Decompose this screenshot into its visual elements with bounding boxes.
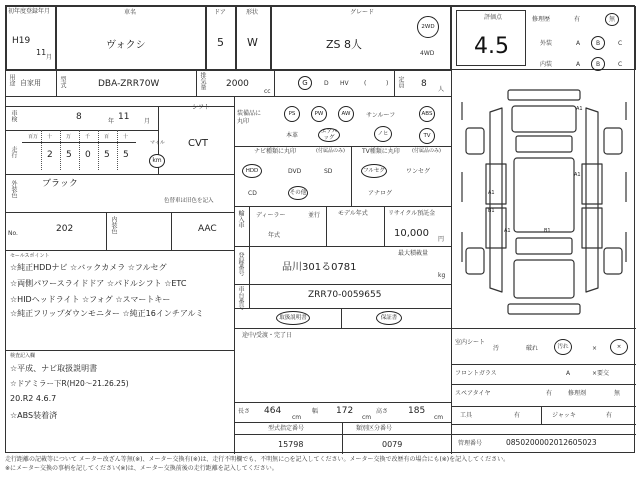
exterior-selected-circle xyxy=(591,36,605,50)
first-reg-value: H19 xyxy=(12,36,31,46)
height-unit: cm xyxy=(434,414,444,421)
length-unit: cm xyxy=(292,414,302,421)
fuel-g-circle: G xyxy=(298,76,312,90)
year-label: 年式 xyxy=(268,232,281,239)
diagram-front-bumper xyxy=(508,90,580,100)
disp-value: 2000 xyxy=(226,79,249,89)
mileage-unit-header: 十 xyxy=(123,134,129,140)
color-no-label: No. xyxy=(8,230,18,237)
mileage-grid xyxy=(22,130,156,170)
spare-label: スペアタイヤ xyxy=(455,390,491,397)
mileage-divider xyxy=(79,130,80,170)
color-no-value: 202 xyxy=(56,224,74,234)
width-unit: cm xyxy=(362,414,372,421)
interior-opt-c: C xyxy=(618,61,623,68)
sales-title: セールスポイント xyxy=(10,253,50,259)
import-label: 輸入車 xyxy=(237,210,244,228)
seat-opt-5: × xyxy=(610,339,628,355)
ref-line-4: ☆ABS装着済 xyxy=(10,411,58,420)
equip-leather: 本革 xyxy=(286,132,299,139)
recycle-value: 10,000 xyxy=(394,228,429,239)
mileage-digit: 5 xyxy=(104,150,110,160)
mileage-divider xyxy=(60,130,61,170)
first-reg-month: 11 xyxy=(36,48,47,57)
mileage-digit: 2 xyxy=(47,150,53,160)
mileage-divider xyxy=(117,130,118,170)
spare-opt-1: 有 xyxy=(546,390,553,397)
grade-label: グレード xyxy=(350,9,375,16)
model-value: DBA-ZRR70W xyxy=(98,79,160,89)
car-name-label: 車名 xyxy=(124,9,137,16)
repair-label: 修理歴 xyxy=(532,16,551,23)
purpose-value: 自家用 xyxy=(20,79,41,87)
length-value: 464 xyxy=(264,406,282,416)
equip-sunroof: サンルーフ xyxy=(366,112,396,119)
int-color-label: 内装色 xyxy=(110,216,117,234)
model-label: 型式 xyxy=(59,76,66,88)
seat-opt-3: 汚れ xyxy=(554,339,572,355)
equip-tv: TV xyxy=(419,128,435,144)
tv-fullseg: フルセグ xyxy=(361,164,387,178)
mileage-unit-km-circle: km xyxy=(149,154,165,168)
manage-value: 0850200002012605023 xyxy=(506,438,597,447)
capacity-value: 8 xyxy=(421,79,427,89)
footer-line-2: ※にメーター交換の事柄を記してください(※)は、メーター交換前後の走行距離を記入してください。 xyxy=(5,465,278,472)
reference-title: 検査記入欄 xyxy=(10,353,36,359)
glass-label: フロントガラス xyxy=(455,370,497,377)
warranty-circle: 保証書 xyxy=(376,311,402,325)
diagram-left-side xyxy=(490,108,502,292)
diagram-mark-2: A1 xyxy=(488,190,495,196)
exterior-label: 外装 xyxy=(540,40,553,47)
recycle-unit: 円 xyxy=(438,236,445,243)
tv-type-label: TV種類に丸印 xyxy=(362,148,400,155)
glass-opt-1: A xyxy=(566,370,571,377)
length-label: 長さ xyxy=(238,408,251,415)
glass-opt-2: ×要交 xyxy=(592,370,610,377)
shape-value: W xyxy=(247,36,258,49)
fuel-paren-close: ) xyxy=(386,80,389,87)
first-reg-month-unit: 月 xyxy=(46,54,53,61)
equip-abs: ABS xyxy=(419,106,435,122)
diagram-left-front-door xyxy=(486,164,506,204)
drive-4wd-label: 4WD xyxy=(420,50,435,57)
inspection-year: 8 xyxy=(76,112,82,122)
mileage-digit: 0 xyxy=(85,150,91,160)
disp-label: 排気量 xyxy=(199,72,206,90)
repair-selected-circle xyxy=(605,13,619,26)
color-note: 色替車は旧色を記入 xyxy=(164,198,214,204)
chassis-value: ZRR70-0059655 xyxy=(308,290,382,300)
shift-label: シフト xyxy=(192,104,211,111)
first-reg-label: 初年度登録年月 xyxy=(8,8,51,15)
manage-label: 管理番号 xyxy=(458,440,483,447)
nav-type-label: ナビ種類に丸印 xyxy=(254,148,297,155)
diagram-mark-1: A1 xyxy=(576,106,583,112)
purpose-label: 用途 xyxy=(8,74,15,86)
equip-pw: PW xyxy=(311,106,327,122)
mileage-unit-header: 百 xyxy=(104,134,110,140)
parallel-label: 並行 xyxy=(308,212,321,219)
type-no-value: 15798 xyxy=(278,440,304,449)
mileage-digit: 5 xyxy=(66,150,72,160)
plate-label: 登録番号 xyxy=(237,252,244,276)
mileage-header-line xyxy=(22,142,136,143)
tv-oneseg: ワンセグ xyxy=(406,168,431,175)
mileage-unit-header: 万 xyxy=(66,134,72,140)
interior-opt-a: A xyxy=(576,61,581,68)
tool-opt-1: 有 xyxy=(514,412,521,419)
drive-2wd-circle: 2WD xyxy=(417,16,439,38)
diagram-left-rear-wheel xyxy=(466,248,484,274)
height-label: 高さ xyxy=(376,408,389,415)
manual-circle: 取扱説明書 xyxy=(276,311,310,325)
width-value: 172 xyxy=(336,406,354,416)
diagram-left-front-wheel xyxy=(466,128,484,154)
chassis-label: 車台番号 xyxy=(237,286,244,310)
ref-line-1: ☆平成、ナビ取扱説明書 xyxy=(10,364,98,373)
diagram-mark-3: A1 xyxy=(574,172,581,178)
diagram-roof xyxy=(514,158,574,232)
recycle-label: リサイクル預託金 xyxy=(388,210,436,217)
inspection-month: 11 xyxy=(118,112,130,122)
repair-opt-yes: 有 xyxy=(574,16,581,23)
int-color-value: AAC xyxy=(198,224,217,234)
jack-label: ジャッキ xyxy=(552,412,576,419)
diagram-right-front-wheel xyxy=(604,128,622,154)
grade-value: ZS 8人 xyxy=(326,38,363,51)
mileage-unit-alt: マイル xyxy=(150,140,165,146)
mileage-digit: 5 xyxy=(123,150,129,160)
origin-label: 途中/受渡・完了日 xyxy=(242,332,293,339)
diagram-mark-5: B1 xyxy=(488,208,495,214)
tool-label: 工具 xyxy=(460,412,473,419)
score-label: 評価点 xyxy=(484,14,503,21)
nav-type-note: (付属品のみ) xyxy=(316,148,345,154)
inspection-month-unit: 月 xyxy=(144,118,151,125)
color-label: 外装色 xyxy=(10,180,17,198)
nav-sd: SD xyxy=(324,168,333,175)
max-load-unit: kg xyxy=(438,272,446,279)
diagram-right-rear-wheel xyxy=(604,248,622,274)
class-no-value: 0079 xyxy=(382,440,403,449)
capacity-unit: 人 xyxy=(438,86,445,93)
color-value: ブラック xyxy=(42,179,78,189)
inspection-label: 車検 xyxy=(10,110,17,122)
height-value: 185 xyxy=(408,406,426,416)
jack-opt-1: 有 xyxy=(606,412,613,419)
shape-label: 形状 xyxy=(246,9,259,16)
seat-opt-4: × xyxy=(592,345,598,352)
seat-label: 室内シート xyxy=(455,339,486,346)
dealer-label: ディーラー xyxy=(256,212,286,219)
diagram-left-rear-door xyxy=(486,208,506,248)
equip-ps: PS xyxy=(284,106,300,122)
nav-hdd: HDD xyxy=(242,164,262,178)
equip-airbag: エアバッグ xyxy=(318,128,340,142)
exterior-opt-b: B xyxy=(596,40,601,47)
mileage-unit-header: 百万 xyxy=(28,134,39,140)
fuel-d: D xyxy=(324,80,329,87)
repair-opt-no: 無 xyxy=(609,16,616,23)
sales-line-1: ☆純正HDDナビ ☆バックカメラ ☆フルセグ xyxy=(10,263,167,272)
footer-notes xyxy=(5,455,635,473)
footer-line-1: 走行距離の記載等について メーター改ざん等無(※)、メーター交換有(※)は、走行不明欄でも、不明無に○を記入してください。メーター交換で改歴有の場合にも(※)を記入してください。 xyxy=(5,456,510,463)
inspection-year-unit: 年 xyxy=(108,118,115,125)
fuel-hv: HV xyxy=(340,80,349,87)
year-model-label: モデル年式 xyxy=(338,210,368,217)
capacity-label: 定員 xyxy=(397,76,404,88)
doors-value: 5 xyxy=(217,36,224,49)
equipment-label: 装備品に丸印 xyxy=(237,110,262,125)
sales-line-4: ☆純正フリップダウンモニター ☆純正16インチアルミ xyxy=(10,309,204,318)
score-value: 4.5 xyxy=(474,34,509,59)
interior-opt-b: B xyxy=(596,61,601,68)
diagram-rear-glass xyxy=(516,238,572,254)
sales-line-2: ☆両側パワースライドドア ☆パドルシフト ☆ETC xyxy=(10,279,187,288)
fuel-paren-open: ( xyxy=(364,80,367,87)
max-load-label: 最大積載量 xyxy=(398,250,429,257)
diagram-mark-6: B1 xyxy=(544,228,551,234)
shift-value: CVT xyxy=(188,138,208,149)
mileage-divider xyxy=(98,130,99,170)
diagram-right-front-door xyxy=(582,164,602,204)
mileage-divider xyxy=(41,130,42,170)
car-name-value: ヴォクシ xyxy=(106,40,146,51)
sales-line-3: ☆HIDヘッドライト ☆フォグ ☆スマートキー xyxy=(10,295,171,304)
interior-label: 内装 xyxy=(540,61,553,68)
diagram-trunk xyxy=(514,260,574,298)
vehicle-damage-diagram xyxy=(452,72,635,328)
spare-opt-3: 無 xyxy=(614,390,621,397)
width-label: 幅 xyxy=(312,408,319,415)
diagram-hood xyxy=(512,106,576,132)
equip-navi: ノヒ xyxy=(374,126,392,142)
inspection-sheet xyxy=(5,5,635,453)
mileage-label: 走行 xyxy=(10,146,17,158)
diagram-mark-4: A1 xyxy=(504,228,511,234)
interior-selected-circle xyxy=(591,57,605,71)
nav-other: その他 xyxy=(288,186,308,200)
mileage-unit-header: 十 xyxy=(47,134,53,140)
exterior-opt-c: C xyxy=(618,40,623,47)
nav-dvd: DVD xyxy=(288,168,302,175)
equip-aw: AW xyxy=(338,106,354,122)
seat-opt-2: 破れ xyxy=(526,345,539,352)
diagram-right-rear-door xyxy=(582,208,602,248)
disp-unit: cc xyxy=(264,88,271,95)
seat-opt-1: 汚 xyxy=(493,345,500,352)
nav-cd: CD xyxy=(248,190,257,197)
doors-label: ドア xyxy=(214,9,226,16)
mileage-unit-header: 千 xyxy=(85,134,91,140)
exterior-opt-a: A xyxy=(576,40,581,47)
tv-analog: アナログ xyxy=(368,190,393,197)
diagram-right-side xyxy=(586,108,598,292)
class-no-label: 類別区分番号 xyxy=(356,425,393,432)
diagram-rear-bumper xyxy=(508,304,580,314)
ref-line-3: 20.R2 4.6.7 xyxy=(10,394,57,403)
plate-value: 品川301る0781 xyxy=(282,262,357,273)
tv-type-note: (付属品のみ) xyxy=(412,148,441,154)
diagram-windshield xyxy=(516,136,572,152)
type-no-label: 型式指定番号 xyxy=(268,425,305,432)
ref-line-2: ☆ドアミラー下R(H20〜21.26.25) xyxy=(10,379,129,388)
spare-opt-2: 修理剤 xyxy=(568,390,587,397)
